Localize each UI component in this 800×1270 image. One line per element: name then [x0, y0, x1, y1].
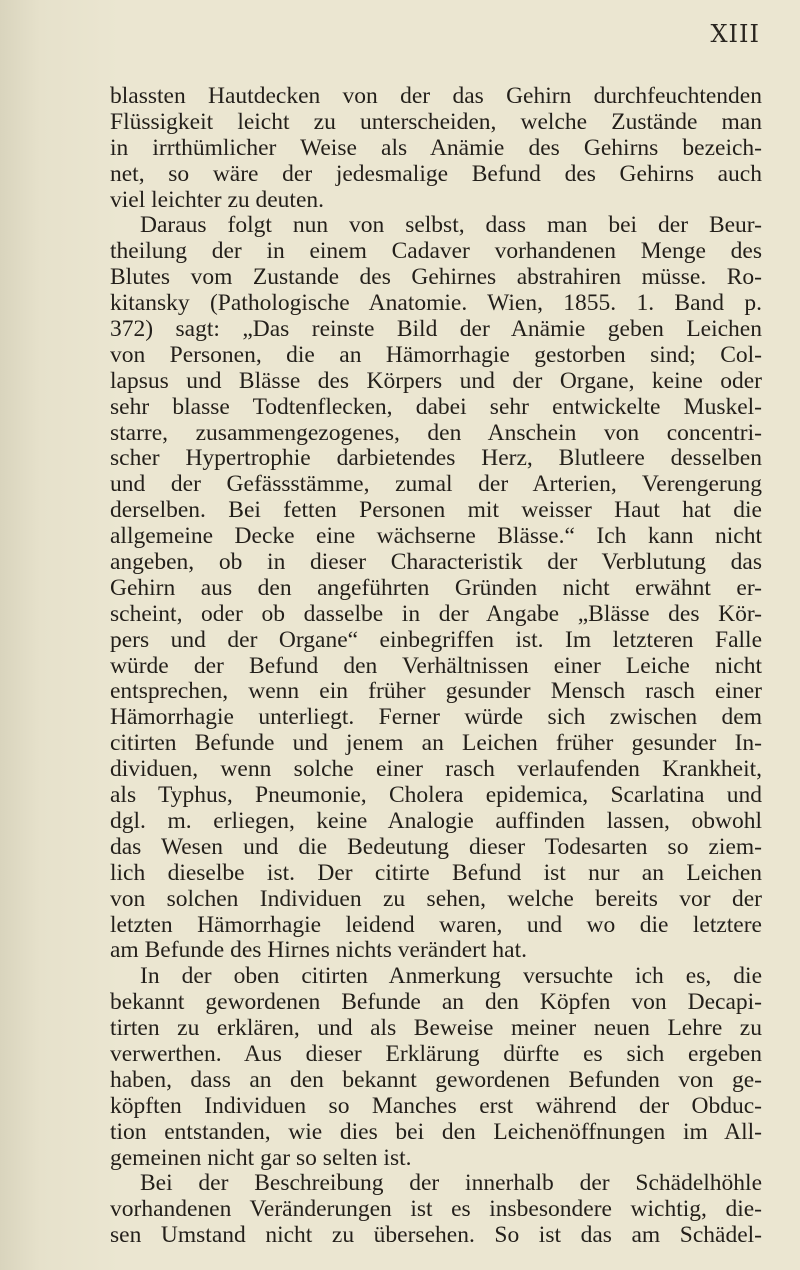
text-line: gemeinen nicht gar so selten ist.	[110, 1144, 412, 1171]
text-line: blassten Hautdecken von der das Gehirn durchfeuchtenden	[110, 83, 762, 109]
text-line: vorhandenen Veränderungen ist es insbesondere wichtig, die-	[110, 1196, 762, 1223]
text-line: Gehirn aus den angeführten Gründen nicht erwähnt er-	[110, 574, 762, 601]
body-text	[110, 84, 762, 1249]
text-line: bekannt gewordenen Befunde an den Köpfen von Decapi-	[110, 989, 762, 1016]
text-line: das Wesen und die Bedeutung dieser Todesarten so ziem-	[110, 833, 762, 860]
text-line: angeben, ob in dieser Characteristik der Verblutung das	[110, 549, 762, 576]
text-line: und der Gefässstämme, zumal der Arterien, Verengerung	[110, 471, 762, 498]
text-line: Daraus folgt nun von selbst, dass man bei der Beur-	[140, 212, 762, 239]
text-line: verwerthen. Aus dieser Erklärung dürfte es sich ergeben	[110, 1040, 762, 1067]
text-line: theilung der in einem Cadaver vorhandenen Menge des	[110, 238, 762, 265]
text-line: lich dieselbe ist. Der citirte Befund ist nur an Leichen	[110, 859, 762, 886]
text-line: von solchen Individuen zu sehen, welche bereits vor der	[110, 885, 762, 912]
page-number: XIII	[710, 20, 760, 48]
text-line: sen Umstand nicht zu übersehen. So ist das am Schädel-	[110, 1222, 762, 1249]
text-line: am Befunde des Hirnes nichts verändert hat.	[110, 937, 527, 964]
text-line: derselben. Bei fetten Personen mit weisser Haut hat die	[110, 497, 762, 524]
text-line: als Typhus, Pneumonie, Cholera epidemica, Scarlatina und	[110, 782, 762, 809]
text-line: letzten Hämorrhagie leidend waren, und wo die letztere	[110, 911, 762, 938]
text-line: Blutes vom Zustande des Gehirnes abstrahiren müsse. Ro-	[110, 264, 762, 291]
text-line: lapsus und Blässe des Körpers und der Organe, keine oder	[110, 367, 762, 394]
text-line: Hämorrhagie unterliegt. Ferner würde sich zwischen dem	[110, 704, 762, 731]
text-line: starre, zusammengezogenes, den Anschein von concentri-	[110, 419, 762, 446]
text-line: dgl. m. erliegen, keine Analogie auffinden lassen, obwohl	[110, 807, 762, 834]
text-line: von Personen, die an Hämorrhagie gestorben sind; Col-	[110, 341, 762, 368]
text-line: tion entstanden, wie dies bei den Leichenöffnungen im All-	[110, 1118, 762, 1145]
text-line: tirten zu erklären, und als Beweise meiner neuen Lehre zu	[110, 1015, 762, 1042]
text-line: Bei der Beschreibung der innerhalb der Schädelhöhle	[140, 1170, 762, 1197]
text-line: kitansky (Pathologische Anatomie. Wien, 1855. 1. Band p.	[110, 290, 762, 317]
text-line: pers und der Organe“ einbegriffen ist. Im letzteren Falle	[110, 626, 762, 653]
text-line: würde der Befund den Verhältnissen einer Leiche nicht	[110, 652, 762, 679]
text-line: haben, dass an den bekannt gewordenen Befunden von ge-	[110, 1066, 762, 1093]
text-line: scheint, oder ob dasselbe in der Angabe „Blässe des Kör-	[110, 600, 762, 627]
text-line: Flüssigkeit leicht zu unterscheiden, welche Zustände man	[110, 108, 762, 135]
text-line: In der oben citirten Anmerkung versuchte ich es, die	[140, 963, 762, 990]
text-line: in irrthümlicher Weise als Anämie des Gehirns bezeich-	[110, 134, 762, 161]
text-line: net, so wäre der jedesmalige Befund des Gehirns auch	[110, 160, 762, 187]
text-line: citirten Befunde und jenem an Leichen früher gesunder In-	[110, 730, 762, 757]
text-line: scher Hypertrophie darbietendes Herz, Blutleere desselben	[110, 445, 762, 472]
text-line: sehr blasse Todtenflecken, dabei sehr entwickelte Muskel-	[110, 393, 762, 420]
text-line: köpften Individuen so Manches erst während der Obduc-	[110, 1092, 762, 1119]
text-line: dividuen, wenn solche einer rasch verlaufenden Krankheit,	[110, 756, 762, 783]
text-line: entsprechen, wenn ein früher gesunder Mensch rasch einer	[110, 678, 762, 705]
text-line: 372) sagt: „Das reinste Bild der Anämie geben Leichen	[110, 316, 762, 343]
text-line: viel leichter zu deuten.	[110, 186, 325, 213]
text-line: allgemeine Decke eine wächserne Blässe.“ Ich kann nicht	[110, 523, 762, 550]
